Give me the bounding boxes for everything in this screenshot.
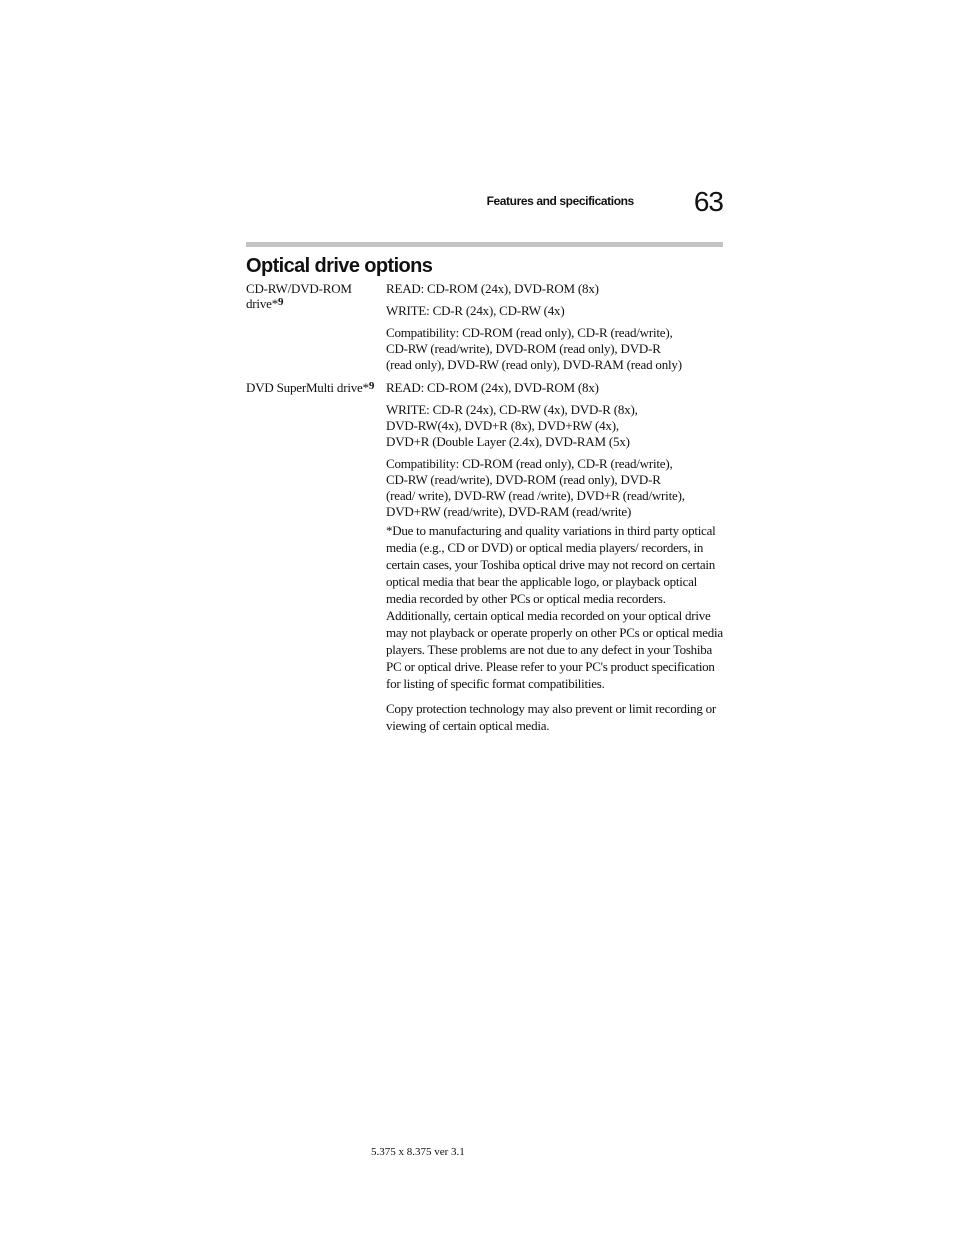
section-title: Optical drive options <box>246 255 433 277</box>
spec-label <box>246 281 376 313</box>
spec-label-text: CD-RW/DVD-ROM drive* <box>246 281 352 311</box>
copy-protection-paragraph: Copy protection technology may also prevent or limit recording or viewing of certain optical media. <box>386 701 716 733</box>
section-divider <box>246 242 723 247</box>
spec-label <box>246 380 376 397</box>
spec-write-line: WRITE: CD-R (24x), CD-RW (4x), DVD-R (8x), DVD-RW(4x), DVD+R (8x), DVD+RW (4x), DVD+R (Double Layer (2.4x), DVD-RAM (5x) <box>386 402 638 449</box>
spec-values <box>386 281 721 379</box>
spec-label-text: DVD SuperMulti drive* <box>246 380 369 395</box>
footnote-marker: 9 <box>278 296 284 308</box>
disclaimer-paragraph: *Due to manufacturing and quality variations in third party optical media (e.g., CD or DVD) or optical media players/ recorders, in certain cases, your Toshiba optical drive may not record on certain optical media that bear the applicable logo, or playback optical media recorded by other PCs or optical media recorders. Additionally, certain optical media recorded on your optical drive may not playback or operate properly on other PCs or optical media players. These problems are not due to any defect in your Toshiba PC or optical drive. Please refer to your PC's product specification for listing of specific format compatibilities. <box>386 523 723 691</box>
spec-compatibility-line: Compatibility: CD-ROM (read only), CD-R (read/write), CD-RW (read/write), DVD-ROM (read only), DVD-R (read/ write), DVD-RW (read /write), DVD+R (read/write), DVD+RW (read/write), DVD-RAM (read/write) <box>386 456 685 519</box>
page-number: 63 <box>693 186 723 217</box>
running-header <box>0 186 723 218</box>
footer-version: 5.375 x 8.375 ver 3.1 <box>371 1146 465 1158</box>
disclaimer-notes <box>386 522 723 742</box>
running-header-section-name: Features and specifications <box>486 194 634 208</box>
spec-compatibility-line: Compatibility: CD-ROM (read only), CD-R (read/write), CD-RW (read/write), DVD-ROM (read only), DVD-R (read only), DVD-RW (read only), DVD-RAM (read only) <box>386 325 682 372</box>
spec-read-line: READ: CD-ROM (24x), DVD-ROM (8x) <box>386 281 599 296</box>
footnote-marker: 9 <box>368 380 375 392</box>
spec-read-line: READ: CD-ROM (24x), DVD-ROM (8x) <box>386 380 599 395</box>
spec-write-line: WRITE: CD-R (24x), CD-RW (4x) <box>386 303 565 318</box>
spec-values <box>386 380 721 526</box>
